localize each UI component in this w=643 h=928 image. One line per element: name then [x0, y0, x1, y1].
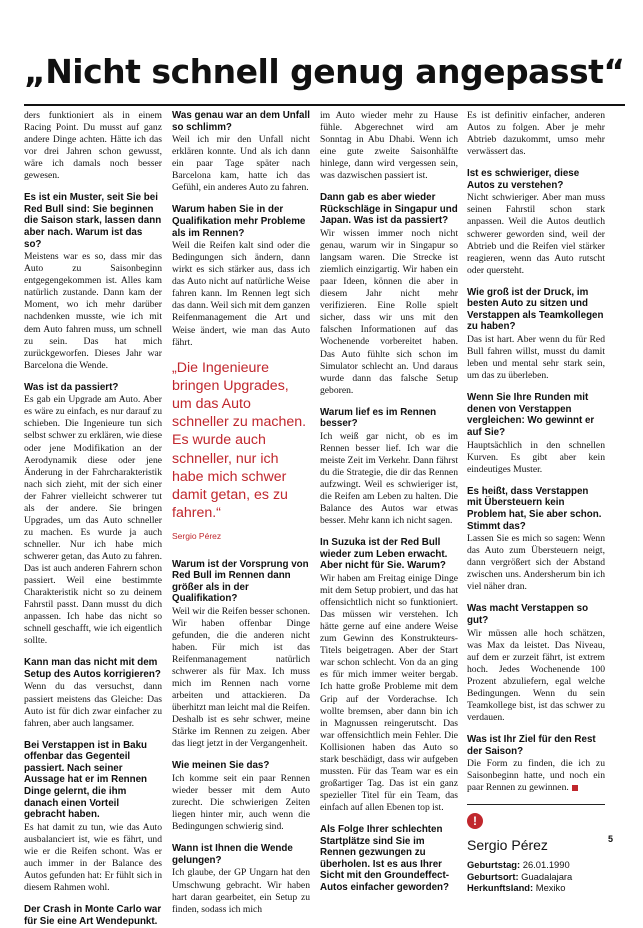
interview-answer: [320, 228, 458, 397]
block-text: Was ist da passiert?: [24, 381, 119, 393]
block-text: Ich weiß gar nicht, ob es im Rennen besser lief. Ich war die meiste Zeit im Verkehr. Dann fährst du die Strategie, die dir das Rennen aufzwingt. Weil es schwieriger ist, die Reifen am Leben zu halten. Die Balance des Autos war etwas besser. Mehr kann ich nicht sagen.: [320, 430, 458, 527]
interview-question: [24, 382, 162, 394]
interview-answer: [467, 440, 605, 476]
block-text: Was genau war an dem Unfall so schlimm?: [172, 110, 310, 133]
info-icon: !: [467, 813, 483, 829]
block-text: Ich komme seit ein paar Rennen wieder besser mit dem Auto zurecht. Die schwierigen Zeiten liegen hinter mir, auch wenn die Bedingungen schwierig sind.: [172, 773, 310, 833]
interview-answer: [172, 867, 310, 915]
block-text: „Die Ingenieure bringen Upgrades, um das Auto schneller zu machen. Es wurde auch schneller, nur ich habe mich schwer damit getan, es zu fahren.“: [172, 359, 307, 522]
block-text: Es gab ein Upgrade am Auto. Aber es wäre zu einfach, es nur darauf zu schieben. Die Ingenieure tun sich selbst schwer zu erklären, wie diese oder jene Modifikation an der Aerodynamik diese oder jene Änderung in der Fahrcharakteristik nach sich zieht, mit der sich einer der Fahrer vielleicht schwerer tut als der andere. Sie bringen Upgrades, um das Auto schneller zu machen. Es wurde ja auch schneller. Nur ich habe mich schwerer getan, das Auto zu fahren. Das ist auch anderen Fahrern schon passiert. Weil eine bestimmte Charakteristik nicht so zu deinem Fahrstil passt. Dann musst du dich anpassen. Ich habe das nicht so schnell geschafft, wie ich eigentlich sollte.: [24, 394, 162, 647]
interview-question: [172, 204, 310, 239]
block-text: Es hat damit zu tun, wie das Auto ausbalanciert ist, wie es fährt, und wie er die Reifen schont. Was er auch immer in der Balance des Autos gefunden hat: Er fühlt sich in diesem Rahmen wohl.: [24, 821, 162, 894]
interview-answer: [467, 110, 605, 158]
block-text: Weil die Reifen kalt sind oder die Bedingungen sich ändern, dann wirkt es sich stärker aus, dass ich das Auto nicht auf natürliche Weise fahren kann. Im Rennen legt sich das dann. Weil sich mit dem ganzen Reifenmanagement die Art und Weise ändert, wie man das Auto fährt.: [172, 240, 310, 348]
profile-row: [467, 871, 605, 882]
interview-answer: [24, 681, 162, 729]
block-text: Der Crash in Monte Carlo war für Sie eine Art Wendepunkt.: [24, 904, 162, 927]
interview-answer: [467, 334, 605, 382]
block-text: Es ist ein Muster, seit Sie bei Red Bull sind: Sie beginnen die Saison stark, lassen dann aber nach. Warum ist das so?: [24, 192, 162, 250]
interview-question: [320, 537, 458, 572]
interview-answer: [172, 606, 310, 751]
block-text: Wie meinen Sie das?: [172, 760, 270, 772]
profile-label: Geburtstag:: [467, 859, 521, 871]
block-text: Bei Verstappen ist in Baku offenbar das Gegenteil passiert. Nach seiner Aussage hat er im Rennen Dinge gelernt, die ihm danach einen Vorteil gebracht haben.: [24, 739, 148, 821]
block-text: Es heißt, dass Verstappen mit Übersteuern kein Problem hat, Sie aber schon. Stimmt das?: [467, 485, 602, 532]
text-column-3: [320, 110, 458, 895]
interview-answer: [320, 110, 458, 182]
column-4-body: [467, 110, 605, 794]
interview-question: [467, 734, 605, 757]
interview-answer: [172, 134, 310, 194]
interview-question: [24, 740, 162, 821]
block-text: ders funktioniert als in einem Racing Point. Du musst auf ganz andere Dinge achten. Hätte ich das vor drei Jahren schon gewusst, wäre ich damals noch besser gewesen.: [24, 110, 162, 182]
interview-answer: [320, 573, 458, 814]
profile-row: [467, 859, 605, 870]
block-text: Warum haben Sie in der Qualifikation mehr Probleme als im Rennen?: [172, 204, 306, 239]
interview-answer: [172, 773, 310, 833]
interview-answer: [467, 758, 605, 794]
page-headline: „Nicht schnell genug angepasst“: [24, 52, 625, 91]
text-column-1: [24, 110, 162, 928]
block-text: Nicht schwieriger. Aber man muss seinen Fahrstil schon stark anpassen. Weil die Autos deutlich schwerer geworden sind, weil der Abtrieb und die Reifen viel stärker reagieren, wenn das Auto rutscht oder quersteht.: [467, 192, 605, 276]
block-text: Warum lief es im Rennen besser?: [320, 406, 437, 430]
block-text: Wir haben am Freitag einige Dinge mit dem Setup probiert, und das hat offensichtlich nicht so funktioniert. Das müssen wir verstehen. Ich hätte gerne auf eine andere Weise zum Gewinn des Konstrukteurs-Titels beigetragen. Aber der Start war schon schlecht. Von da an ging es für mich immer weiter bergab. Ich hatte große Probleme mit dem Grip auf der Vorderachse. Ich wollte bremsen, aber dann bin ich in Magnussen reingerutscht. Das war offensichtlich mein Fehler. Die Kollisionen haben das Auto so stark beschädigt, dass wir aufgeben mussten. Für das Team war es ein großartiger Tag. Das ist ein ganz spezieller Titel für ein Team, das einfach auf allen Ebenen top ist.: [320, 573, 458, 813]
interview-question: [320, 407, 458, 430]
pull-quote-author: [172, 530, 310, 542]
block-text: Wann ist Ihnen die Wende gelungen?: [172, 843, 293, 866]
interview-answer: [24, 251, 162, 371]
block-text: Weil wir die Reifen besser schonen. Wir haben offenbar Dinge gefunden, die die anderen nicht haben. Für mich ist das Reifenmanagement natürlich schwerer als für Max. Ich muss mich im Rennen nach vorne arbeiten und attackieren. Da überhitzt man leicht mal die Reifen. Deshalb ist es sehr schwer, meine Stärke im Rennen zu zeigen. Aber das liegt jetzt in der Vergangenheit.: [172, 605, 310, 750]
interview-question: [467, 168, 605, 191]
interview-question: [467, 287, 605, 333]
interview-answer: [467, 628, 605, 724]
block-text: Warum ist der Vorsprung von Red Bull im Rennen dann größer als in der Qualifikation?: [172, 558, 309, 605]
profile-label: Geburtsort:: [467, 870, 519, 882]
block-text: Dann gab es aber wieder Rückschläge in Singapur und Japan. Was ist da passiert?: [320, 192, 458, 227]
interview-answer: [24, 822, 162, 894]
block-text: Weil ich mir den Unfall nicht erklären konnte. Und als ich dann ein paar Tage später nach Barcelona kam, hatte ich das Gefühl, ein anderes Auto zu fahren.: [172, 134, 310, 194]
block-text: Meistens war es so, dass mir das Auto zu Saisonbeginn entgegengekommen ist. Alles kam natürlich zustande. Dann kam der Moment, wo ich mehr darüber nachdenken musste, wie ich mit dem Auto fahren muss, um schnell zu sein. Das hat mich zurückgeworfen. Dieses Jahr war Barcelona die Wende.: [24, 251, 162, 371]
interview-answer: [467, 192, 605, 276]
interview-answer: [24, 394, 162, 647]
block-text: Hauptsächlich in den schnellen Kurven. Es gibt aber kein eindeutiges Muster.: [467, 439, 605, 475]
interview-question: [467, 603, 605, 626]
block-text: In Suzuka ist der Red Bull wieder zum Leben erwacht. Aber nicht für Sie. Warum?: [320, 537, 448, 572]
block-text: Kann man das nicht mit dem Setup des Autos korrigieren?: [24, 657, 161, 680]
interview-question: [24, 192, 162, 250]
profile-value: Mexiko: [535, 882, 566, 894]
interview-question: [467, 486, 605, 532]
interview-answer: [320, 431, 458, 527]
block-text: im Auto wieder mehr zu Hause fühle. Abgerechnet wird am Sonntag in Abu Dhabi. Wenn ich eine gute zweite Saisonhälfte hinlege, dann wird vergessen sein, was dazwischen passiert ist.: [320, 110, 458, 182]
profile-name: Sergio Pérez: [467, 837, 548, 854]
profile-row: [467, 882, 605, 893]
interview-question: [467, 392, 605, 438]
interview-answer: [172, 240, 310, 348]
block-text: Als Folge Ihrer schlechten Startplätze sind Sie im Rennen gezwungen zu überholen. Ist es aus Ihrer Sicht mit den Groundeffect-Autos einfacher geworden?: [320, 824, 450, 893]
block-text: Was ist Ihr Ziel für den Rest der Saison?: [467, 733, 596, 757]
interview-question: [320, 192, 458, 227]
block-text: Ich glaube, der GP Ungarn hat den Umschwung gebracht. Wir haben hart daran gearbeitet, ein Setup zu finden, sodass ich mich: [172, 867, 310, 915]
block-text: Sergio Pérez: [172, 531, 222, 542]
block-text: Lassen Sie es mich so sagen: Wenn das Auto zum Übersteuern neigt, dann vergrößert sich der Abstand zwischen uns. Andersherum bin ich viel näher dran.: [467, 533, 605, 593]
text-column-4: [467, 110, 605, 894]
block-text: Wir wissen immer noch nicht genau, warum wir in Singapur so langsam waren. Die Strecke ist ziemlich einzigartig. Wir haben ein paar Ideen, können die aber in diesem Jahr nicht mehr verifizieren. Eine Rolle spielt sicher, dass wir uns mit den falschen Informationen auf das Wochenende vorbereitet haben. Das Auto fühlte sich schon im Simulator schlecht an. Und daraus wurde dann das falsche Setup geboren.: [320, 228, 458, 396]
interview-answer: [467, 533, 605, 593]
block-text: Ist es schwieriger, diese Autos zu verstehen?: [467, 168, 580, 191]
page-number: 5: [607, 834, 613, 844]
block-text: Wir müssen alle hoch schätzen, was Max da leistet. Das Niveau, auf dem er zurzeit fährt, ist extrem hoch. Jedes Wochenende 100 Prozent abzuliefern, egal welche Bedingungen. Wenn du sein Teamkollege bist, ist das schwer zu verdauen.: [467, 627, 605, 723]
profile-value: 26.01.1990: [522, 859, 570, 871]
interview-question: [172, 110, 310, 133]
headline-rule: [24, 104, 625, 106]
interview-question: [172, 559, 310, 605]
interview-question: [172, 843, 310, 866]
profile-label: Herkunftsland:: [467, 882, 534, 894]
text-column-2: [172, 110, 310, 926]
profile-value: Guadalajara: [521, 870, 573, 882]
block-text: Wenn Sie Ihre Runden mit denen von Verstappen vergleichen: Wo gewinnt er auf Sie?: [467, 392, 595, 439]
interview-question: [320, 824, 458, 894]
block-text: Wie groß ist der Druck, im besten Auto zu sitzen und Verstappen als Teamkollegen zu haben?: [467, 286, 604, 333]
block-text: Das ist hart. Aber wenn du für Red Bull fahren willst, musst du damit leben und mental sehr stark sein, um das zu überleben.: [467, 334, 605, 382]
pull-quote: [172, 359, 310, 523]
interview-question: [24, 657, 162, 680]
interview-question: [172, 760, 310, 772]
block-text: Es ist definitiv einfacher, anderen Autos zu folgen. Aber je mehr Abtrieb dazukommt, umso mehr verwässert das.: [467, 110, 605, 158]
profile-infobox: [467, 804, 605, 893]
interview-answer: [24, 110, 162, 182]
block-text: Wenn du das versuchst, dann passiert meistens das Gleiche: Das Auto ist für dich zwar einfacher zu fahren, aber auch langsamer.: [24, 681, 162, 729]
end-mark-icon: [572, 785, 578, 791]
interview-question: [24, 904, 162, 927]
block-text: Die Form zu finden, die ich zu Saisonbeginn hatte, und noch ein paar Rennen zu gewinnen.: [467, 758, 605, 794]
block-text: Was macht Verstappen so gut?: [467, 603, 589, 626]
